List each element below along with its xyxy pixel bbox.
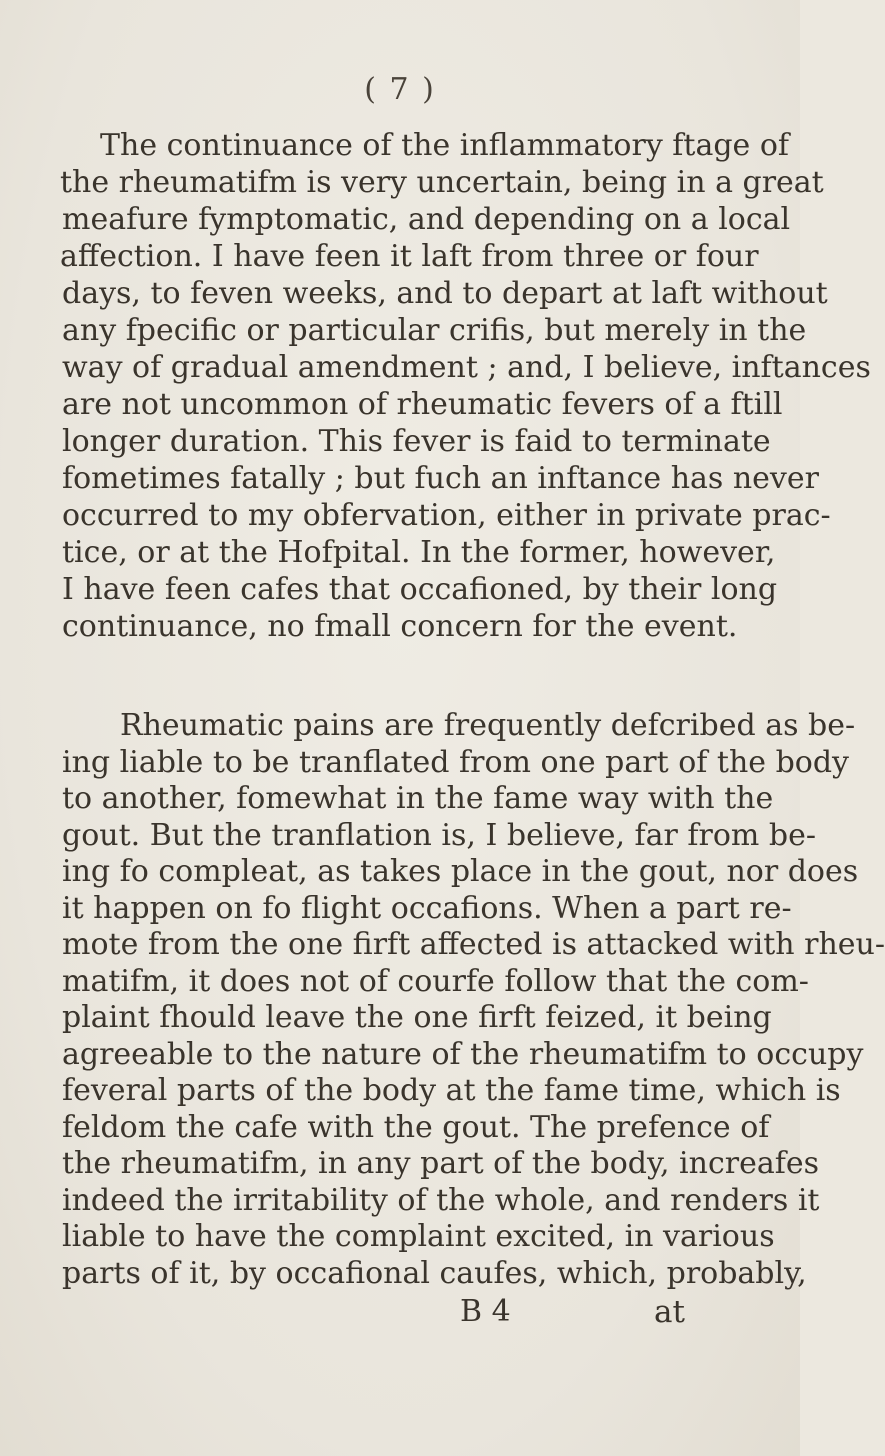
text-line: it happen on fo flight occafions. When a part re-: [62, 890, 792, 926]
text-line: the rheumatifm, in any part of the body, increafes: [62, 1146, 820, 1181]
text-line: parts of it, by occafional caufes, which, probably,: [62, 1255, 807, 1291]
signature-mark: B 4: [460, 1294, 511, 1329]
text-line: feveral parts of the body at the fame time, which is: [62, 1073, 841, 1108]
text-line: mote from the one firft affected is attacked with rheu-: [62, 927, 885, 962]
catchword: at: [654, 1294, 685, 1330]
text-line: occurred to my obfervation, either in private prac-: [62, 498, 831, 533]
text-line: matifm, it does not of courfe follow that the com-: [62, 963, 809, 999]
text-line: ing fo compleat, as takes place in the gout, nor does: [62, 854, 859, 889]
text-line: liable to have the complaint excited, in various: [62, 1219, 775, 1254]
text-line: any fpecific or particular crifis, but merely in the: [62, 313, 807, 348]
text-line: longer duration. This fever is faid to terminate: [62, 424, 771, 459]
text-line: ing liable to be tranflated from one part of the body: [62, 744, 849, 780]
text-line: I have feen cafes that occafioned, by their long: [62, 572, 778, 607]
text-line: days, to feven weeks, and to depart at laft without: [62, 276, 828, 311]
text-line: way of gradual amendment ; and, I believe, inftances: [62, 350, 871, 385]
page-number: ( 7 ): [364, 72, 436, 107]
text-line: gout. But the tranflation is, I believe, far from be-: [62, 817, 816, 853]
text-line: fometimes fatally ; but fuch an inftance has never: [62, 461, 819, 496]
text-line: agreeable to the nature of the rheumatifm to occupy: [62, 1036, 864, 1072]
text-line: meafure fymptomatic, and depending on a local: [62, 202, 791, 237]
text-line: affection. I have feen it laft from three or four: [60, 239, 759, 274]
text-line: feldom the cafe with the gout. The prefence of: [62, 1109, 770, 1145]
text-line: the rheumatifm is very uncertain, being in a great: [60, 165, 824, 200]
text-line: The continuance of the inflammatory ftage of: [100, 128, 790, 163]
text-line: are not uncommon of rheumatic fevers of a ftill: [62, 387, 783, 422]
text-line: tice, or at the Hofpital. In the former, however,: [62, 535, 776, 570]
text-line: plaint fhould leave the one firft feized, it being: [62, 1000, 772, 1035]
text-line: continuance, no fmall concern for the event.: [62, 609, 738, 644]
text-line: to another, fomewhat in the fame way with the: [62, 781, 774, 816]
text-line: indeed the irritability of the whole, and renders it: [62, 1182, 820, 1218]
text-line: Rheumatic pains are frequently defcribed as be-: [120, 708, 856, 743]
